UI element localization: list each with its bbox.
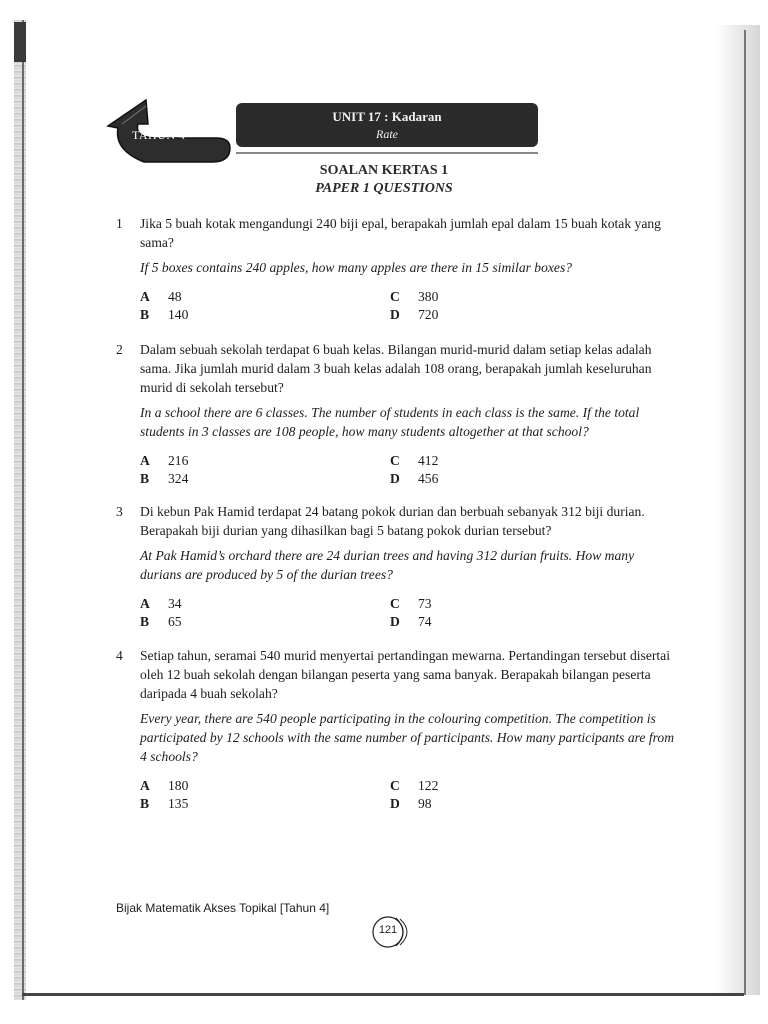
page-number: 121 bbox=[378, 924, 398, 936]
section-heading-english: PAPER 1 QUESTIONS bbox=[315, 181, 453, 196]
option-c[interactable]: C 73 bbox=[390, 596, 432, 611]
option-a[interactable]: A 48 bbox=[140, 289, 182, 304]
option-c[interactable]: C 122 bbox=[390, 778, 439, 793]
question-text-malay: Di kebun Pak Hamid terdapat 24 batang pokok durian dan berbuah sebanyak 312 biji durian. Berapakah biji durian yang dihasilkan bagi 5 batang pokok durian tersebut? bbox=[140, 504, 645, 538]
question-number: 2 bbox=[116, 342, 123, 357]
options bbox=[140, 451, 678, 489]
option-a[interactable]: A 180 bbox=[140, 778, 189, 793]
question-1 bbox=[116, 214, 678, 325]
option-b[interactable]: B 65 bbox=[140, 614, 182, 629]
section-heading-malay: SOALAN KERTAS 1 bbox=[319, 163, 449, 178]
question-number: 3 bbox=[116, 504, 123, 519]
option-a[interactable]: A 216 bbox=[140, 453, 189, 468]
book-title: Bijak Matematik Akses Topikal [Tahun 4] bbox=[116, 901, 330, 915]
option-a[interactable]: A 34 bbox=[140, 596, 182, 611]
option-c[interactable]: C 412 bbox=[390, 453, 439, 468]
question-3 bbox=[116, 502, 678, 632]
options bbox=[140, 594, 678, 632]
scan-corner-mark bbox=[14, 22, 26, 62]
option-d[interactable]: D 456 bbox=[390, 471, 439, 486]
question-number: 1 bbox=[116, 216, 123, 231]
question-4 bbox=[116, 646, 678, 814]
page-number-badge bbox=[370, 914, 412, 950]
unit-subtitle: Rate bbox=[376, 127, 398, 141]
unit-title: UNIT 17 : Kadaran bbox=[332, 109, 442, 124]
scan-edge-bottom bbox=[22, 993, 744, 996]
options bbox=[140, 776, 678, 814]
question-text-malay: Dalam sebuah sekolah terdapat 6 buah kelas. Bilangan murid-murid dalam setiap kelas adalah sama. Jika jumlah murid dalam 3 buah kelas adalah 108 orang, berapakah jumlah keseluruhan murid di sekolah tersebut? bbox=[140, 342, 652, 395]
tahun-arrow-badge bbox=[104, 98, 234, 170]
question-text-english: If 5 boxes contains 240 apples, how many apples are there in 15 similar boxes? bbox=[140, 260, 573, 275]
option-d[interactable]: D 720 bbox=[390, 307, 439, 322]
option-b[interactable]: B 135 bbox=[140, 796, 189, 811]
options bbox=[140, 287, 678, 325]
unit-divider bbox=[236, 152, 538, 154]
option-d[interactable]: D 98 bbox=[390, 796, 432, 811]
option-c[interactable]: C 380 bbox=[390, 289, 439, 304]
unit-banner bbox=[236, 103, 538, 147]
option-d[interactable]: D 74 bbox=[390, 614, 432, 629]
option-b[interactable]: B 324 bbox=[140, 471, 189, 486]
question-text-english: Every year, there are 540 people participating in the colouring competition. The competition is participated by 12 schools with the same number of participants. How many participants are from 4 schools? bbox=[140, 711, 675, 764]
question-text-english: In a school there are 6 classes. The number of students in each class is the same. If the total students in 3 classes are 108 people, how many students altogether at that school? bbox=[140, 405, 640, 439]
question-text-malay: Jika 5 buah kotak mengandungi 240 biji epal, berapakah jumlah epal dalam 15 buah kotak yang sama? bbox=[140, 216, 661, 250]
option-b[interactable]: B 140 bbox=[140, 307, 189, 322]
question-text-malay: Setiap tahun, seramai 540 murid menyertai pertandingan mewarna. Pertandingan tersebut disertai oleh 12 buah sekolah dengan bilangan peserta yang sama banyak. Berapakah bilangan peserta daripada 4 buah sekolah? bbox=[140, 648, 670, 701]
question-2 bbox=[116, 340, 678, 489]
question-text-english: At Pak Hamid’s orchard there are 24 durian trees and having 312 durian fruits. How many durians are produced by 5 of the durian trees? bbox=[140, 548, 635, 582]
tahun-label: TAHUN 4 bbox=[132, 128, 186, 142]
question-number: 4 bbox=[116, 648, 123, 663]
